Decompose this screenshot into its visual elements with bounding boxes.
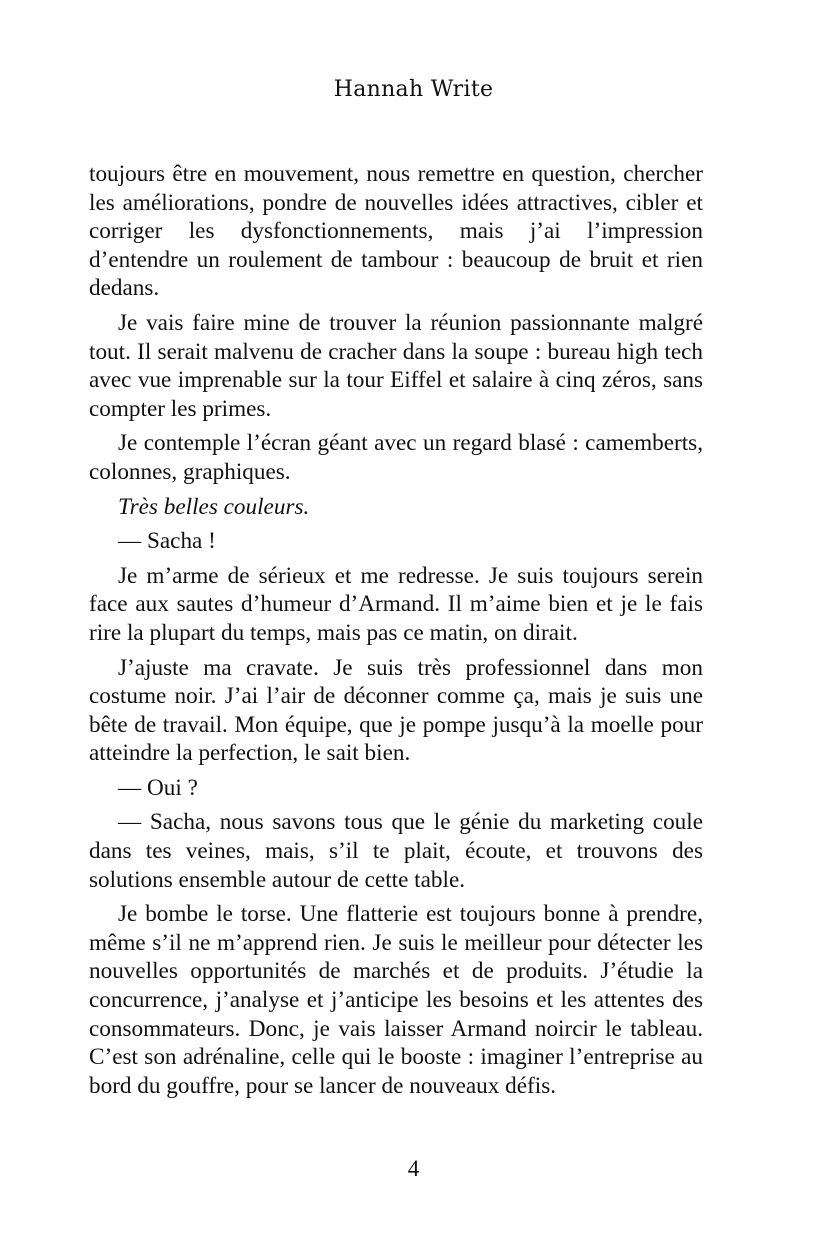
paragraph: Je bombe le torse. Une flatterie est toujours bonne à prendre, même s’il ne m’apprend rien. Je suis le meilleur pour détecter les nouvelles opportunités de marchés et de produits. J’étudie la concurrence, j’analyse et j’anticipe les besoins et les attentes des consommateurs. Donc, je vais laisser Armand noircir le tableau. C’est son adrénaline, celle qui le booste : imaginer l’entreprise au bord du gouffre, pour se lancer de nouveaux défis. [89,901,703,1099]
dialogue-line: — Sacha, nous savons tous que le génie du marketing coule dans tes veines, mais, s’il te plait, écoute, et trouvons des solutions ensemble autour de cette table. [89,809,703,893]
running-header: Hannah Write [333,77,494,102]
dialogue-line: — Sacha ! [118,528,216,555]
paragraph: Je m’arme de sérieux et me redresse. Je suis toujours serein face aux sautes d’humeur d’Armand. Il m’aime bien et je le fais rire la plupart du temps, mais pas ce matin, on dirait. [89,562,703,646]
paragraph: toujours être en mouvement, nous remettre en question, chercher les améliorations, pondre de nouvelles idées attractives, cibler et corriger les dysfonctionnements, mais j’ai l’impression d’entendre un roulement de tambour : beaucoup de bruit et rien dedans. [89,161,703,302]
paragraph: Je vais faire mine de trouver la réunion passionnante malgré tout. Il serait malvenu de cracher dans la soupe : bureau high tech avec vue imprenable sur la tour Eiffel et salaire à cinq zéros, sans compter les primes. [89,309,703,422]
dialogue-line: — Oui ? [118,774,198,801]
italic-thought: Très belles couleurs. [118,493,310,520]
paragraph: J’ajuste ma cravate. Je suis très professionnel dans mon costume noir. J’ai l’air de déconner comme ça, mais je suis une bête de travail. Mon équipe, que je pompe jusqu’à la moelle pour atteindre la perfection, le sait bien. [89,654,703,767]
paragraph: Je contemple l’écran géant avec un regard blasé : camemberts, colonnes, graphiques. [89,430,703,485]
page-number: 4 [407,1156,420,1181]
body-text [89,160,703,1106]
